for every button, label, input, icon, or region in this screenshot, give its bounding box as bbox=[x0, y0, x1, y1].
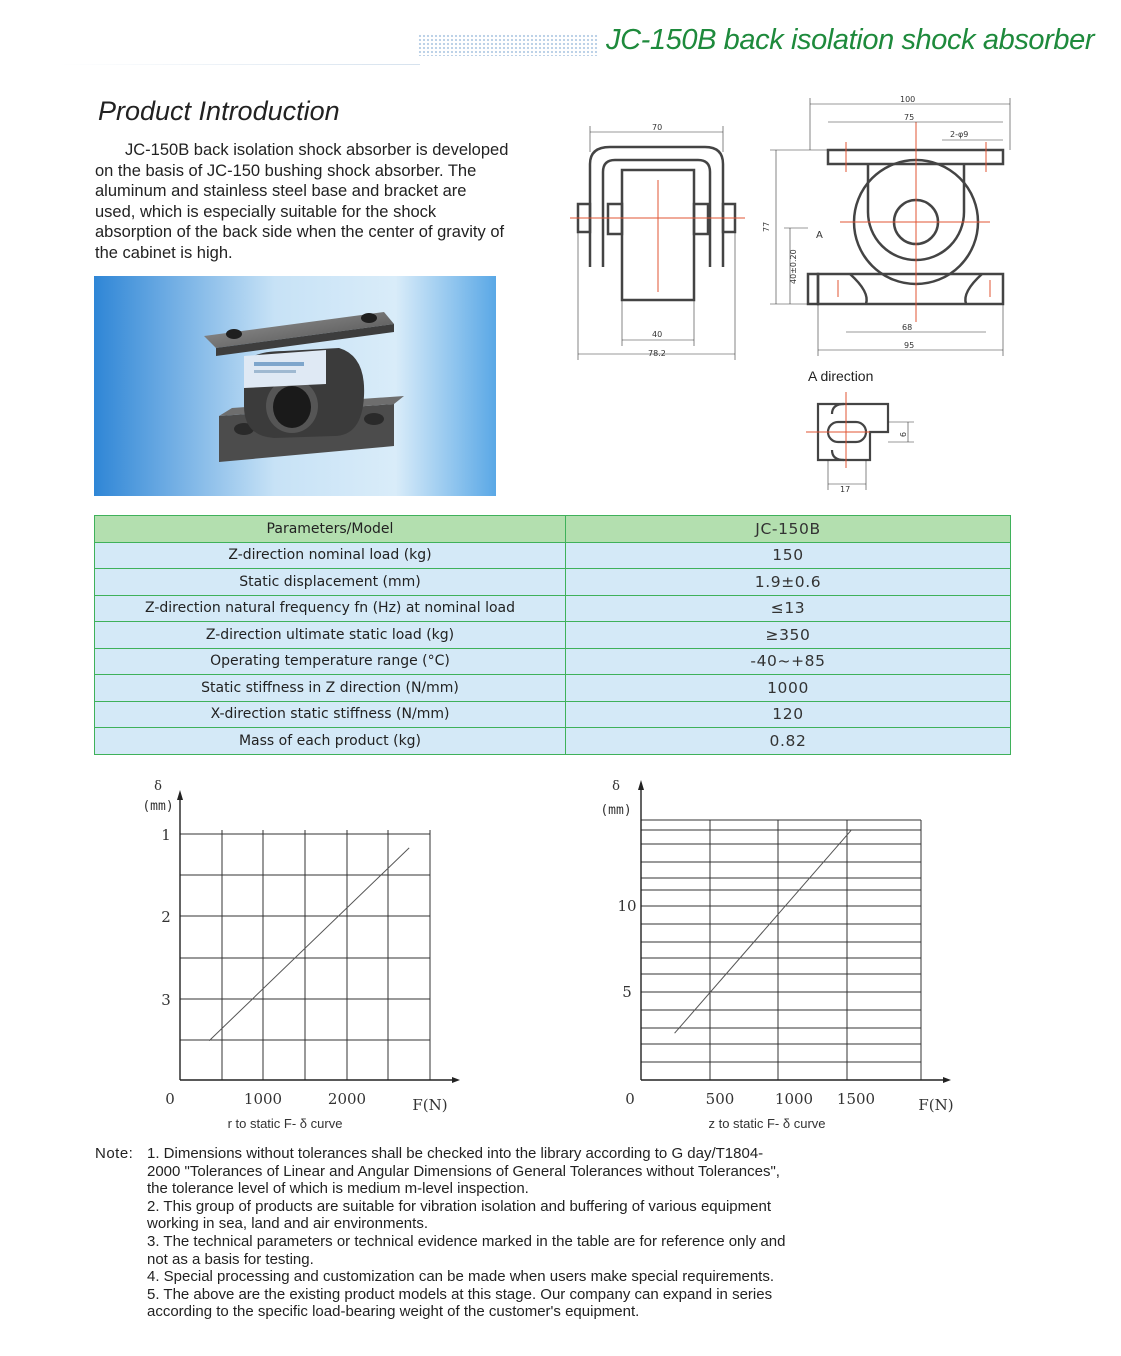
y-axis-label: (mm) bbox=[600, 803, 632, 818]
side-view-dimlines bbox=[770, 98, 1010, 356]
param-name-cell: Operating temperature range (°C) bbox=[95, 648, 566, 675]
param-value-cell: 150 bbox=[566, 542, 1011, 569]
dim-label: 75 bbox=[904, 113, 915, 122]
param-name-cell: X-direction static stiffness (N/mm) bbox=[95, 701, 566, 728]
x-tick-label: 500 bbox=[705, 1090, 735, 1108]
parameters-table bbox=[94, 515, 1011, 755]
param-name-cell: Static stiffness in Z direction (N/mm) bbox=[95, 675, 566, 702]
x-tick-label: 2000 bbox=[327, 1090, 367, 1108]
product-photo bbox=[94, 276, 496, 496]
note-item: 2. This group of products are suitable for vibration isolation and buffering of various equipment working in sea, land and air environments. bbox=[147, 1197, 771, 1233]
chart-z-static bbox=[586, 772, 976, 1132]
dim-label: 77 bbox=[762, 221, 771, 232]
y-tick-label: 3 bbox=[161, 991, 171, 1009]
param-value-cell: ≥350 bbox=[566, 622, 1011, 649]
dim-label: 100 bbox=[900, 95, 916, 104]
table-row bbox=[95, 648, 1011, 675]
series-line bbox=[675, 830, 851, 1033]
dim-label: 40 bbox=[652, 330, 663, 339]
dim-label: 40±0.20 bbox=[789, 249, 798, 284]
x-tick-label: 0 bbox=[625, 1090, 635, 1108]
param-name-cell: Z-direction nominal load (kg) bbox=[95, 542, 566, 569]
note-item: 1. Dimensions without tolerances shall be checked into the library according to G day/T1804-2000 "Tolerances of Linear and Angular Dimensions of General Tolerances without Tolerances", the tolerance level of which is medium m-level inspection. bbox=[147, 1145, 780, 1198]
a-direction-label: A direction bbox=[808, 368, 874, 384]
series-line bbox=[209, 848, 409, 1041]
param-value-cell: 120 bbox=[566, 701, 1011, 728]
x-axis-label: F(N) bbox=[918, 1096, 954, 1114]
table-row bbox=[95, 542, 1011, 569]
param-value-cell: ≤13 bbox=[566, 595, 1011, 622]
y-axis-symbol: δ bbox=[612, 779, 620, 794]
table-row bbox=[95, 622, 1011, 649]
x-axis-label: F(N) bbox=[412, 1096, 448, 1114]
table-row bbox=[95, 728, 1011, 755]
chart-caption: r to static F- δ curve bbox=[227, 1116, 343, 1131]
y-axis-symbol: δ bbox=[154, 779, 162, 794]
header-dots-decoration bbox=[418, 34, 598, 56]
x-tick-label: 1000 bbox=[243, 1090, 283, 1108]
dim-label: 70 bbox=[652, 123, 663, 132]
y-axis-label: (mm) bbox=[142, 799, 174, 814]
param-value-cell: 1.9±0.6 bbox=[566, 569, 1011, 596]
dimension-drawing bbox=[570, 92, 1030, 502]
y-tick-label: 5 bbox=[622, 983, 632, 1001]
param-value-cell: -40~+85 bbox=[566, 648, 1011, 675]
dim-label: 17 bbox=[840, 485, 851, 494]
header-divider bbox=[60, 64, 420, 65]
notes bbox=[95, 1145, 795, 1321]
page-title: JC-150B back isolation shock absorber bbox=[606, 24, 1095, 56]
y-axis-arrow bbox=[177, 790, 183, 800]
chart-caption: z to static F- δ curve bbox=[708, 1116, 826, 1131]
param-name-cell: Z-direction natural frequency fn (Hz) at nominal load bbox=[95, 595, 566, 622]
table-row bbox=[95, 675, 1011, 702]
front-view bbox=[578, 147, 735, 300]
dim-label: 2-φ9 bbox=[950, 130, 969, 139]
y-axis-arrow bbox=[638, 780, 644, 790]
table-header-cell: Parameters/Model bbox=[95, 516, 566, 543]
notes-label: Note: bbox=[95, 1145, 134, 1162]
intro-text: JC-150B back isolation shock absorber is developed on the basis of JC-150 bushing shock absorber. The aluminum and stainless steel base and bracket are used, which is especially suitable for the shock absorption of the back side when the center of gravity of the cabinet is high. bbox=[95, 141, 509, 262]
note-item: 3. The technical parameters or technical evidence marked in the table are for reference only and not as a basis for testing. bbox=[147, 1232, 786, 1268]
x-tick-label: 1500 bbox=[836, 1090, 876, 1108]
dim-label: 68 bbox=[902, 323, 913, 332]
param-value-cell: 1000 bbox=[566, 675, 1011, 702]
table-header-row bbox=[95, 516, 1011, 543]
table-row bbox=[95, 595, 1011, 622]
param-name-cell: Z-direction ultimate static load (kg) bbox=[95, 622, 566, 649]
x-tick-label: 1000 bbox=[774, 1090, 814, 1108]
chart-r-static bbox=[130, 772, 470, 1132]
y-tick-label: 2 bbox=[161, 908, 171, 926]
y-tick-label: 10 bbox=[617, 897, 637, 915]
intro-heading: Product Introduction bbox=[98, 96, 340, 126]
dim-label: 95 bbox=[904, 341, 915, 350]
x-tick-label: 0 bbox=[165, 1090, 175, 1108]
table-header-cell: JC-150B bbox=[566, 516, 1011, 543]
dim-label: 9 bbox=[898, 432, 907, 438]
y-tick-label: 1 bbox=[161, 826, 171, 844]
x-axis-arrow bbox=[452, 1077, 460, 1083]
table-row bbox=[95, 701, 1011, 728]
table-row bbox=[95, 569, 1011, 596]
param-name-cell: Static displacement (mm) bbox=[95, 569, 566, 596]
side-view bbox=[808, 150, 1003, 304]
param-name-cell: Mass of each product (kg) bbox=[95, 728, 566, 755]
dim-label: A bbox=[816, 230, 823, 241]
dim-label: 78.2 bbox=[648, 349, 666, 358]
param-value-cell: 0.82 bbox=[566, 728, 1011, 755]
front-view-centerlines bbox=[570, 180, 745, 292]
x-axis-arrow bbox=[943, 1077, 951, 1083]
note-item: 5. The above are the existing product models at this stage. Our company can expand in series according to the specific load-bearing weight of the customer's equipment. bbox=[147, 1285, 773, 1321]
note-item: 4. Special processing and customization can be made when users make special requirements. bbox=[147, 1268, 774, 1286]
